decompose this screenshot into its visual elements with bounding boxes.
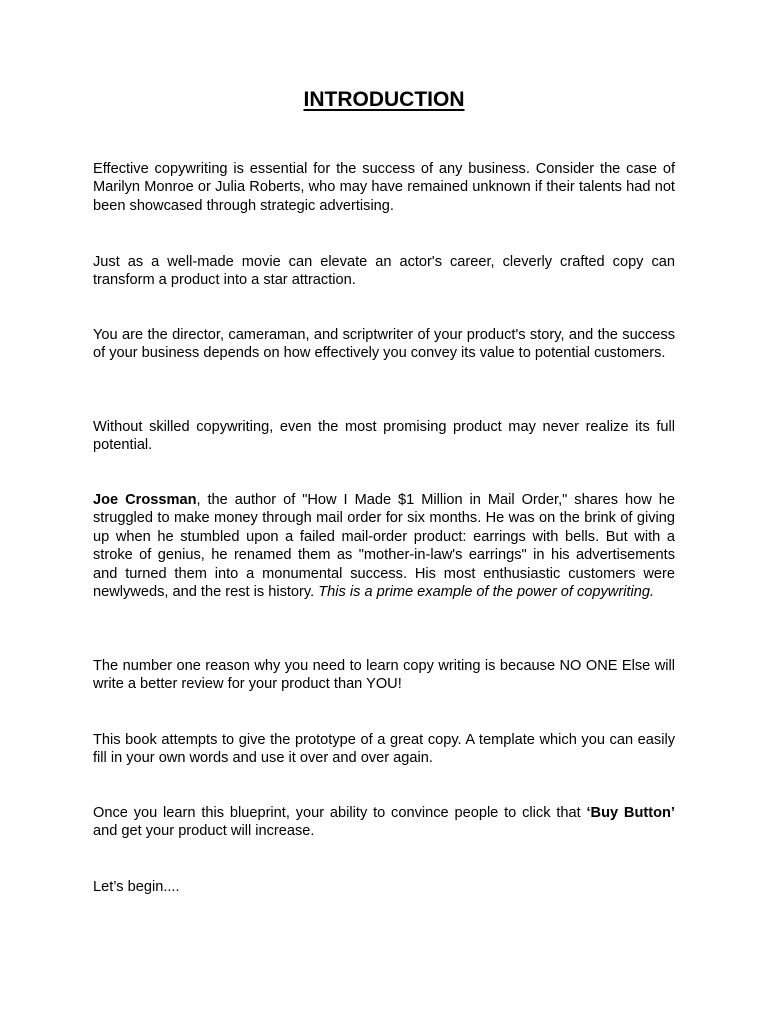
blueprint-text-before: Once you learn this blueprint, your ability to convince people to click that: [93, 805, 587, 821]
paragraph-blueprint: [93, 804, 675, 841]
author-name: Joe Crossman: [93, 492, 197, 508]
blueprint-text-after: and get your product will increase.: [93, 823, 315, 840]
story-body: , the author of "How I Made $1 Million in Mail Order," shares how he struggled to make money through mail order for six months. He was on the brink of giving up when he stumbled upon a failed mail-order product: earrings with bells. But with a stroke of genius, he renamed them as "mother-in-law's earrings" in his advertisements and turned them into a monumental success. His most enthusiastic customers were newlyweds, and the rest is history.: [93, 492, 675, 601]
page-title: [0, 86, 768, 114]
paragraph-number-one-reason: The number one reason why you need to learn copy writing is because NO ONE Else will write a better review for your product than YOU!: [93, 658, 675, 693]
story-emphasis: This is a prime example of the power of copywriting.: [318, 584, 655, 601]
paragraph-movie-analogy: Just as a well-made movie can elevate an actor's career, cleverly crafted copy can transform a product into a star attraction.: [93, 254, 675, 289]
title-text: INTRODUCTION: [303, 88, 465, 111]
paragraph-director-role: You are the director, cameraman, and scriptwriter of your product's story, and the success of your business depends on how effectively you convey its value to potential customers.: [93, 327, 675, 362]
paragraph-lets-begin: Let’s begin....: [93, 879, 180, 895]
paragraph-book-prototype: This book attempts to give the prototype of a great copy. A template which you can easily fill in your own words and use it over and over again.: [93, 732, 675, 767]
paragraph-joe-crossman-story: [93, 491, 675, 601]
paragraph-skilled-copywriting: Without skilled copywriting, even the most promising product may never realize its full potential.: [93, 419, 675, 454]
paragraph-copywriting-essential: Effective copywriting is essential for the success of any business. Consider the case of Marilyn Monroe or Julia Roberts, who may have remained unknown if their talents had not been showcased through strategic advertising.: [93, 161, 675, 214]
buy-button-phrase: ‘Buy Button’: [586, 805, 675, 821]
